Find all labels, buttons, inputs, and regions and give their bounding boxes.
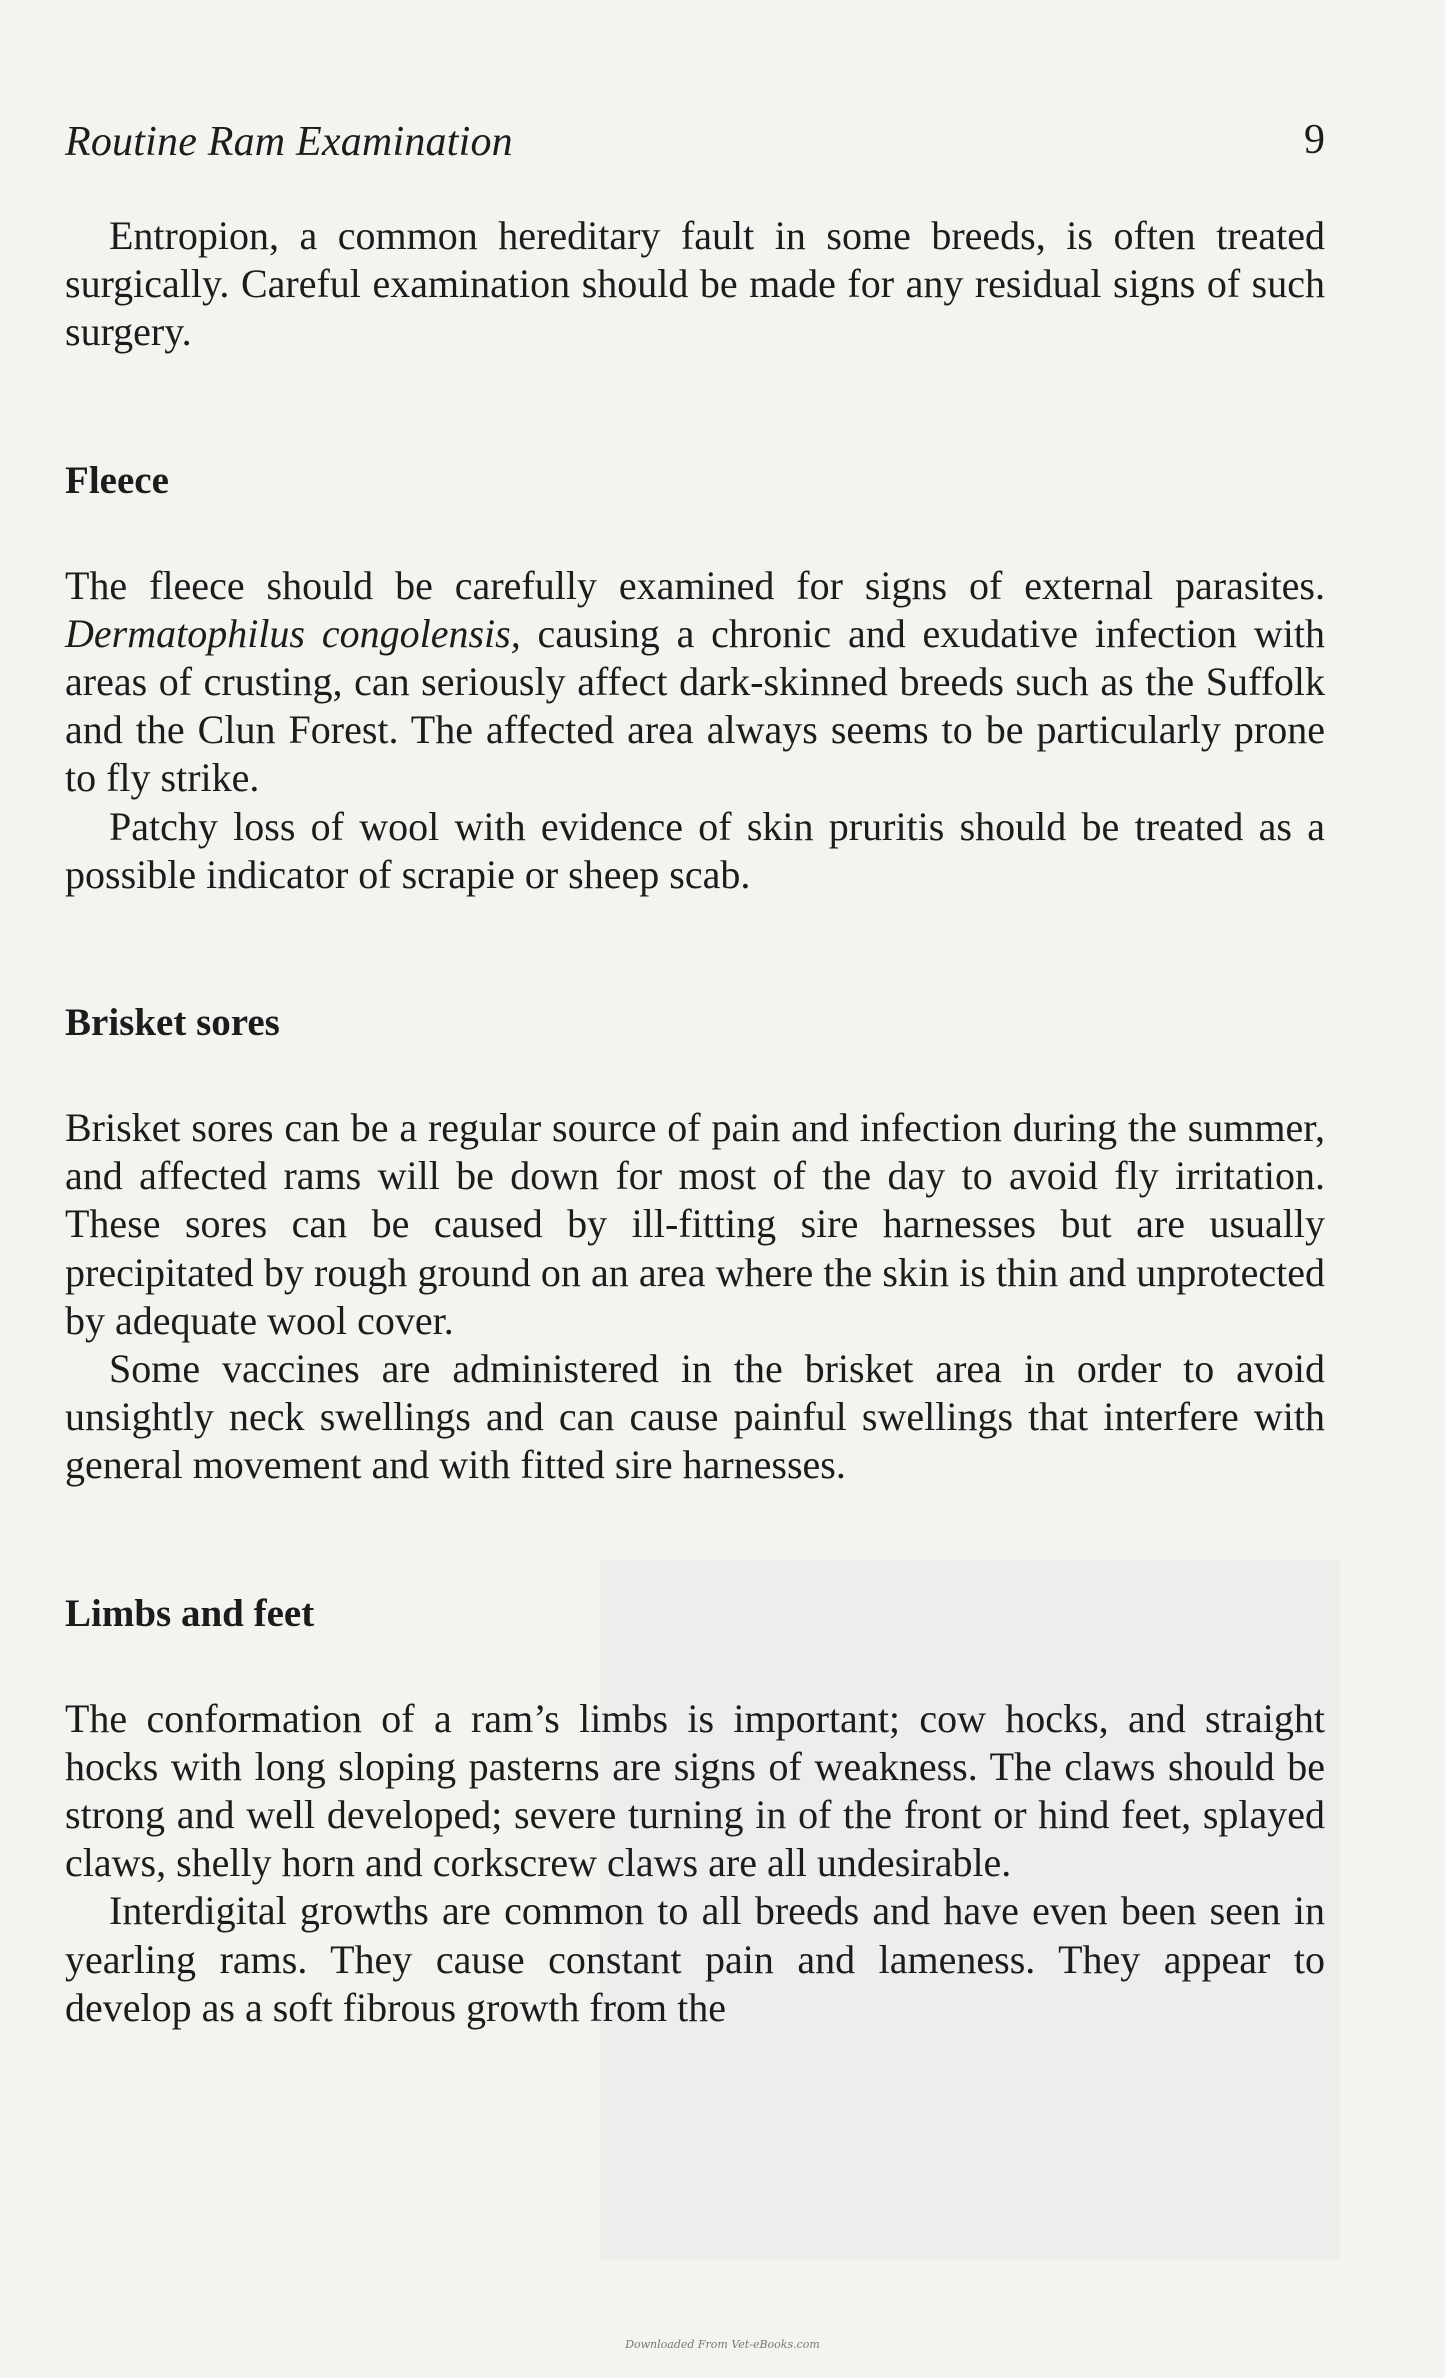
download-credit-watermark: Downloaded From Vet-eBooks.com xyxy=(625,2338,820,2351)
fleece-text-before: The fleece should be carefully examined for signs of external parasites. xyxy=(65,562,1325,608)
paragraph-limbs-2: Interdigital growths are common to all breeds and have even been seen in yearling rams. They cause constant pain and lameness. They appear to develop as a soft fibrous growth from the xyxy=(65,1888,1325,2030)
paragraph-fleece-2: Patchy loss of wool with evidence of skin pruritis should be treated as a possible indicator of scrapie or sheep scab. xyxy=(65,803,1325,897)
paragraph-brisket-2: Some vaccines are administered in the brisket area in order to avoid unsightly neck swellings and can cause painful swellings that interfere with general movement and with fitted sire harnesses. xyxy=(65,1346,1325,1488)
section-heading-brisket-sores: Brisket sores xyxy=(65,1001,280,1045)
fleece-text-after: causing a chronic and exudative infection with areas of crusting, can seriously affect dark-skinned breeds such as the Suffolk and the Clun Forest. The affected area always seems to be particularly prone to fly strike. xyxy=(65,610,1326,801)
paragraph-brisket-1: Brisket sores can be a regular source of pain and infection during the summer, and affected rams will be down for most of the day to avoid fly irritation. These sores can be caused by ill-fitting sire harnesses but are usually precipitated by rough ground on an area where the skin is thin and unprotected by adequate wool cover. xyxy=(65,1105,1325,1343)
section-heading-limbs-and-feet: Limbs and feet xyxy=(65,1591,315,1635)
body-text xyxy=(65,212,1325,2032)
section-heading-fleece: Fleece xyxy=(65,458,169,502)
running-head-title: Routine Ram Examination xyxy=(65,119,513,165)
paragraph-limbs-1: The conformation of a ram’s limbs is important; cow hocks, and straight hocks with long sloping pasterns are signs of weakness. The claws should be strong and well developed; severe turning in of the front or hind feet, splayed claws, shelly horn and corkscrew claws are all undesirable. xyxy=(65,1695,1325,1886)
paragraph-entropion: Entropion, a common hereditary fault in some breeds, is often treated surgically. Careful examination should be made for any residual signs of such surgery. xyxy=(65,213,1325,355)
paragraph-fleece-1 xyxy=(65,562,1325,803)
species-name-italic: Dermatophilus congolensis, xyxy=(65,610,521,656)
page-number: 9 xyxy=(1304,117,1325,163)
